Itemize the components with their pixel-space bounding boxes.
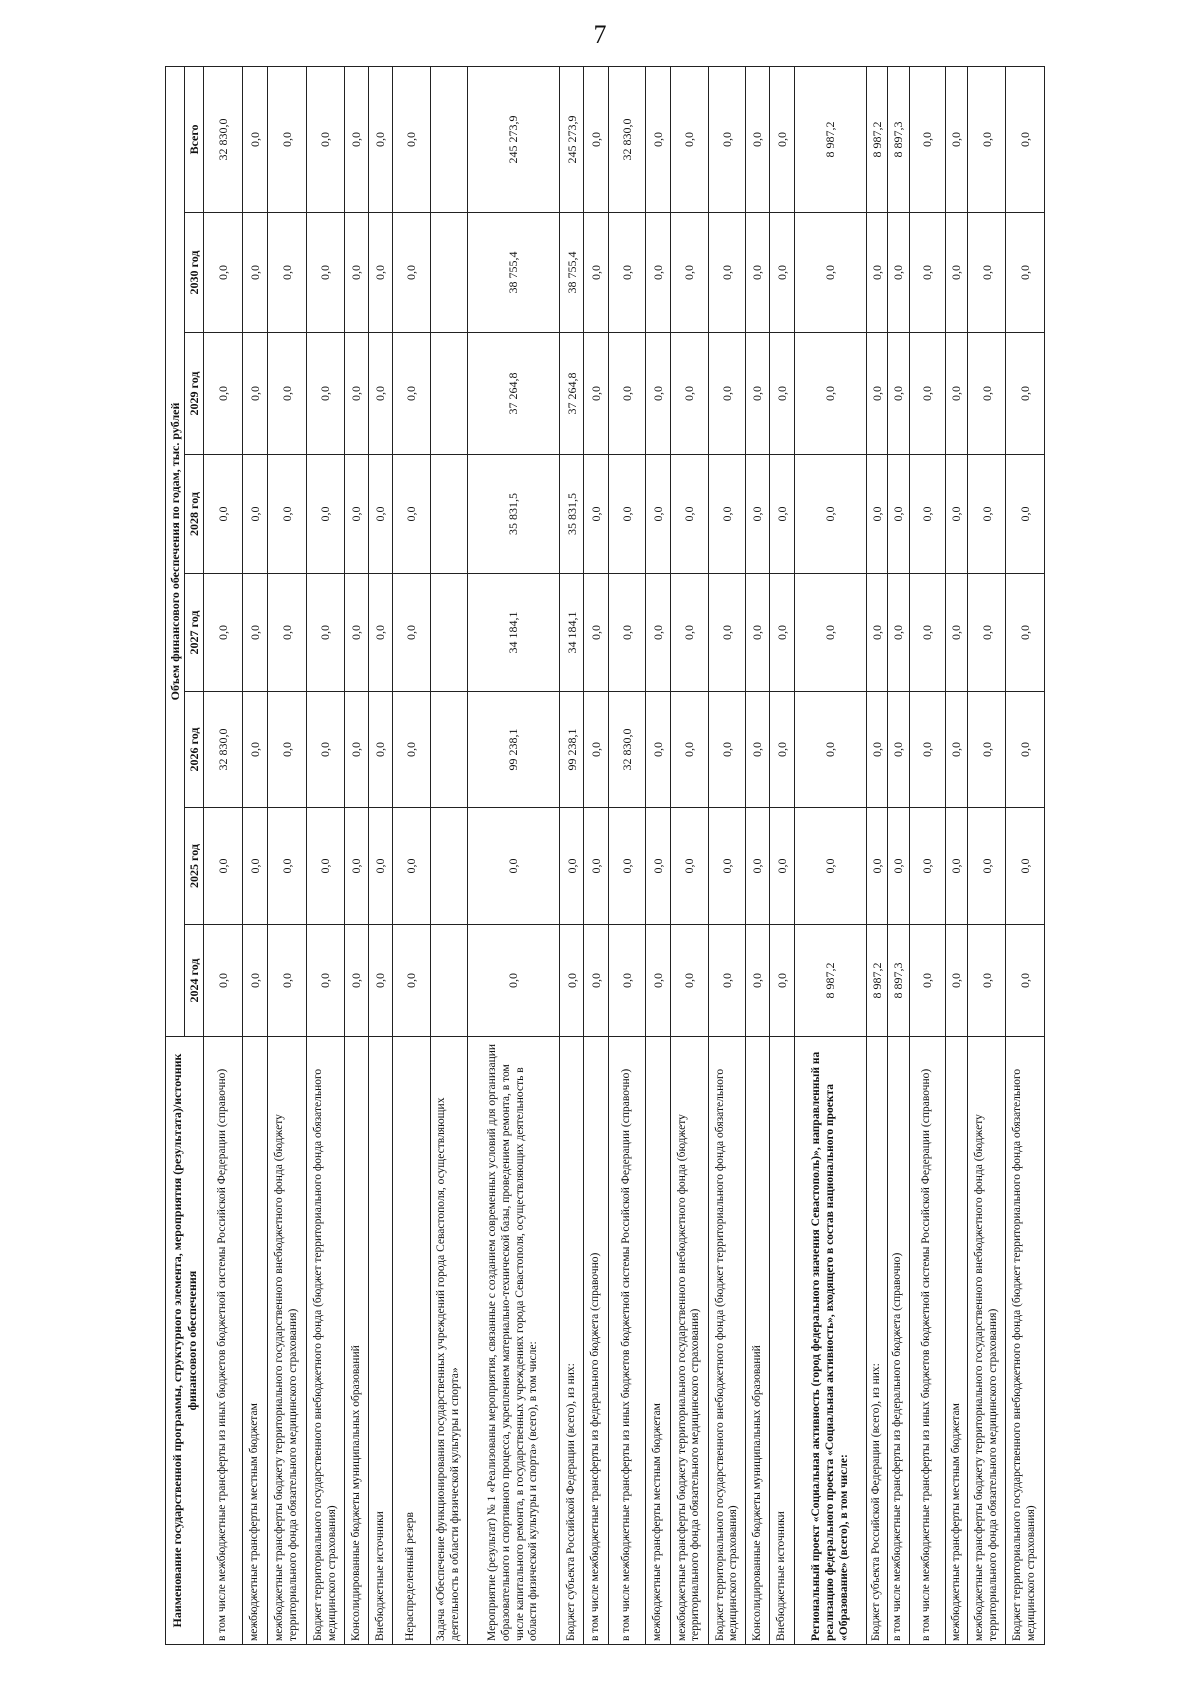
- page-number: 7: [593, 20, 607, 49]
- table-row: [866, 66, 887, 1644]
- row-label: Задача «Обеспечение функционирования государственных учреждений города Севастополя, осуществляющих деятельность в области физической культуры и спорта»: [431, 1037, 468, 1645]
- value-cell: 0,0: [307, 455, 344, 574]
- table-row: [1006, 66, 1045, 1644]
- value-cell: [431, 574, 468, 692]
- value-cell: 0,0: [866, 574, 887, 692]
- value-cell: 0,0: [795, 455, 866, 574]
- row-label: Консолидированные бюджеты муниципальных образований: [746, 1037, 769, 1645]
- header-year-2029: 2029 год: [185, 333, 204, 455]
- table-row: [888, 66, 909, 1644]
- value-cell: 0,0: [888, 574, 909, 692]
- value-cell: 0,0: [1006, 213, 1045, 333]
- value-cell: 0,0: [243, 925, 268, 1037]
- value-cell: 0,0: [670, 333, 708, 455]
- value-cell: 0,0: [746, 455, 769, 574]
- value-cell: 0,0: [369, 692, 392, 808]
- value-cell: 0,0: [968, 66, 1006, 212]
- value-cell: 0,0: [204, 574, 243, 692]
- value-cell: 0,0: [243, 455, 268, 574]
- value-cell: 0,0: [769, 455, 795, 574]
- table-row: [392, 66, 430, 1644]
- value-cell: 0,0: [584, 66, 609, 212]
- header-year-2025: 2025 год: [185, 808, 204, 925]
- value-cell: 0,0: [307, 213, 344, 333]
- value-cell: 0,0: [945, 333, 967, 455]
- value-cell: 0,0: [608, 213, 645, 333]
- value-cell: 0,0: [746, 66, 769, 212]
- value-cell: 0,0: [968, 213, 1006, 333]
- value-cell: 0,0: [204, 333, 243, 455]
- value-cell: 0,0: [646, 925, 671, 1037]
- value-cell: 0,0: [670, 455, 708, 574]
- value-cell: 32 830,0: [204, 66, 243, 212]
- value-cell: 0,0: [709, 925, 746, 1037]
- value-cell: [431, 333, 468, 455]
- header-financing-group: Объем финансового обеспечения по годам, тыс. рублей: [166, 66, 185, 1036]
- value-cell: 0,0: [968, 574, 1006, 692]
- row-label: в том числе межбюджетные трансферты из иных бюджетов бюджетной системы Российской Федерации (справочно): [204, 1037, 243, 1645]
- value-cell: 0,0: [204, 455, 243, 574]
- row-label: Бюджет территориального государственного внебюджетного фонда (бюджет территориального фонда обязательного медицинского страхования): [307, 1037, 344, 1645]
- value-cell: 0,0: [369, 808, 392, 925]
- header-name-column: Наименование государственной программы, структурного элемента, мероприятия (результата)/источник финансового обеспечения: [166, 1037, 204, 1645]
- table-row: [608, 66, 645, 1644]
- value-cell: 0,0: [769, 66, 795, 212]
- value-cell: 0,0: [584, 333, 609, 455]
- value-cell: 0,0: [709, 333, 746, 455]
- value-cell: 0,0: [769, 333, 795, 455]
- value-cell: 0,0: [204, 213, 243, 333]
- value-cell: 8 987,2: [866, 925, 887, 1037]
- row-label: в том числе межбюджетные трансферты из федерального бюджета (справочно): [888, 1037, 909, 1645]
- value-cell: [431, 808, 468, 925]
- row-label: межбюджетные трансферты бюджету территориального государственного внебюджетного фонда (бюджету территориального фонда обязательного медицинского страхования): [968, 1037, 1006, 1645]
- value-cell: [431, 213, 468, 333]
- value-cell: 8 897,3: [888, 925, 909, 1037]
- value-cell: 0,0: [344, 925, 369, 1037]
- row-label: Бюджет территориального государственного внебюджетного фонда (бюджет территориального фонда обязательного медицинского страхования): [1006, 1037, 1045, 1645]
- table-row: [709, 66, 746, 1644]
- value-cell: 0,0: [344, 66, 369, 212]
- value-cell: 0,0: [909, 692, 945, 808]
- header-year-2030: 2030 год: [185, 213, 204, 333]
- header-year-2024: 2024 год: [185, 925, 204, 1037]
- value-cell: 0,0: [608, 455, 645, 574]
- value-cell: 0,0: [344, 574, 369, 692]
- value-cell: 0,0: [945, 213, 967, 333]
- row-label: Внебюджетные источники: [369, 1037, 392, 1645]
- row-label: Региональный проект «Социальная активность (город федерального значения Севастополь)», направленный на реализацию федерального проекта «Социальная активность», входящего в состав национального проекта «Образование» (всего), в том числе:: [795, 1037, 866, 1645]
- value-cell: 0,0: [866, 333, 887, 455]
- value-cell: 0,0: [670, 692, 708, 808]
- value-cell: 35 831,5: [468, 455, 560, 574]
- row-label: Консолидированные бюджеты муниципальных образований: [344, 1037, 369, 1645]
- table-row: [267, 66, 306, 1644]
- value-cell: 0,0: [369, 333, 392, 455]
- value-cell: 0,0: [267, 925, 306, 1037]
- value-cell: 0,0: [746, 333, 769, 455]
- value-cell: 0,0: [795, 808, 866, 925]
- value-cell: 0,0: [584, 925, 609, 1037]
- table-row: [307, 66, 344, 1644]
- table-row: [369, 66, 392, 1644]
- value-cell: 0,0: [769, 213, 795, 333]
- value-cell: 0,0: [746, 574, 769, 692]
- value-cell: 0,0: [909, 808, 945, 925]
- value-cell: [431, 66, 468, 212]
- value-cell: 8 897,3: [888, 66, 909, 212]
- value-cell: 0,0: [795, 692, 866, 808]
- value-cell: 0,0: [670, 808, 708, 925]
- value-cell: 0,0: [584, 574, 609, 692]
- value-cell: 0,0: [584, 455, 609, 574]
- value-cell: 0,0: [968, 455, 1006, 574]
- value-cell: 0,0: [1006, 455, 1045, 574]
- value-cell: 0,0: [307, 925, 344, 1037]
- value-cell: 32 830,0: [608, 692, 645, 808]
- value-cell: 0,0: [866, 808, 887, 925]
- value-cell: 0,0: [344, 213, 369, 333]
- value-cell: 0,0: [909, 333, 945, 455]
- value-cell: 0,0: [369, 925, 392, 1037]
- value-cell: 0,0: [267, 213, 306, 333]
- value-cell: 0,0: [344, 333, 369, 455]
- value-cell: 0,0: [769, 574, 795, 692]
- value-cell: 0,0: [392, 213, 430, 333]
- value-cell: 0,0: [1006, 808, 1045, 925]
- value-cell: 0,0: [709, 574, 746, 692]
- value-cell: 0,0: [344, 808, 369, 925]
- value-cell: 0,0: [795, 213, 866, 333]
- header-year-2028: 2028 год: [185, 455, 204, 574]
- value-cell: 0,0: [267, 808, 306, 925]
- row-label: межбюджетные трансферты бюджету территориального государственного внебюджетного фонда (бюджету территориального фонда обязательного медицинского страхования): [670, 1037, 708, 1645]
- value-cell: 0,0: [945, 692, 967, 808]
- value-cell: 0,0: [909, 213, 945, 333]
- value-cell: 0,0: [608, 333, 645, 455]
- value-cell: 38 755,4: [468, 213, 560, 333]
- value-cell: 0,0: [769, 692, 795, 808]
- value-cell: 245 273,9: [559, 66, 584, 212]
- table-row: [795, 66, 866, 1644]
- value-cell: 0,0: [392, 808, 430, 925]
- value-cell: 0,0: [243, 333, 268, 455]
- value-cell: 0,0: [267, 574, 306, 692]
- value-cell: 34 184,1: [468, 574, 560, 692]
- table-row: [431, 66, 468, 1644]
- table-row: [344, 66, 369, 1644]
- value-cell: 0,0: [888, 455, 909, 574]
- header-total: Всего: [185, 66, 204, 212]
- value-cell: 0,0: [945, 808, 967, 925]
- value-cell: 0,0: [243, 692, 268, 808]
- value-cell: [431, 692, 468, 808]
- value-cell: 0,0: [392, 455, 430, 574]
- value-cell: 38 755,4: [559, 213, 584, 333]
- value-cell: 245 273,9: [468, 66, 560, 212]
- value-cell: 0,0: [909, 925, 945, 1037]
- value-cell: 0,0: [344, 692, 369, 808]
- row-label: межбюджетные трансферты бюджету территориального государственного внебюджетного фонда (бюджету территориального фонда обязательного медицинского страхования): [267, 1037, 306, 1645]
- value-cell: 0,0: [608, 574, 645, 692]
- value-cell: 0,0: [267, 333, 306, 455]
- value-cell: 0,0: [1006, 333, 1045, 455]
- value-cell: 0,0: [866, 455, 887, 574]
- value-cell: 0,0: [369, 455, 392, 574]
- value-cell: 0,0: [646, 333, 671, 455]
- value-cell: 0,0: [392, 574, 430, 692]
- value-cell: 0,0: [1006, 66, 1045, 212]
- value-cell: 0,0: [866, 692, 887, 808]
- table-row: [243, 66, 268, 1644]
- row-label: Бюджет территориального государственного внебюджетного фонда (бюджет территориального фонда обязательного медицинского страхования): [709, 1037, 746, 1645]
- value-cell: 0,0: [243, 574, 268, 692]
- value-cell: 37 264,8: [559, 333, 584, 455]
- value-cell: 0,0: [709, 66, 746, 212]
- value-cell: 0,0: [769, 925, 795, 1037]
- value-cell: 0,0: [307, 66, 344, 212]
- table-row: [746, 66, 769, 1644]
- value-cell: 0,0: [888, 808, 909, 925]
- table-row: [945, 66, 967, 1644]
- row-label: Бюджет субъекта Российской Федерации (всего), из них:: [866, 1037, 887, 1645]
- value-cell: 8 987,2: [795, 925, 866, 1037]
- row-label: Внебюджетные источники: [769, 1037, 795, 1645]
- row-label: Бюджет субъекта Российской Федерации (всего), из них:: [559, 1037, 584, 1645]
- value-cell: 0,0: [909, 455, 945, 574]
- table-row: [646, 66, 671, 1644]
- value-cell: 0,0: [646, 213, 671, 333]
- value-cell: 99 238,1: [559, 692, 584, 808]
- value-cell: 0,0: [746, 213, 769, 333]
- value-cell: 0,0: [670, 574, 708, 692]
- table-row: [909, 66, 945, 1644]
- value-cell: 8 987,2: [795, 66, 866, 212]
- value-cell: 0,0: [646, 808, 671, 925]
- value-cell: 32 830,0: [608, 66, 645, 212]
- value-cell: 0,0: [392, 66, 430, 212]
- table-row: [670, 66, 708, 1644]
- value-cell: 0,0: [559, 808, 584, 925]
- value-cell: 0,0: [468, 808, 560, 925]
- value-cell: 0,0: [307, 574, 344, 692]
- value-cell: 0,0: [866, 213, 887, 333]
- row-label: межбюджетные трансферты местным бюджетам: [243, 1037, 268, 1645]
- header-year-2026: 2026 год: [185, 692, 204, 808]
- value-cell: 0,0: [945, 925, 967, 1037]
- value-cell: 8 987,2: [866, 66, 887, 212]
- value-cell: 0,0: [646, 66, 671, 212]
- value-cell: 0,0: [243, 808, 268, 925]
- value-cell: 0,0: [267, 692, 306, 808]
- value-cell: 0,0: [559, 925, 584, 1037]
- value-cell: 0,0: [670, 213, 708, 333]
- row-label: в том числе межбюджетные трансферты из иных бюджетов бюджетной системы Российской Федерации (справочно): [608, 1037, 645, 1645]
- value-cell: 0,0: [369, 213, 392, 333]
- financing-table: [165, 66, 1045, 1645]
- value-cell: 0,0: [888, 333, 909, 455]
- value-cell: 0,0: [267, 455, 306, 574]
- value-cell: 35 831,5: [559, 455, 584, 574]
- value-cell: 0,0: [584, 692, 609, 808]
- value-cell: 37 264,8: [468, 333, 560, 455]
- table-row: [584, 66, 609, 1644]
- value-cell: 0,0: [968, 808, 1006, 925]
- value-cell: 0,0: [307, 692, 344, 808]
- value-cell: 0,0: [968, 925, 1006, 1037]
- value-cell: 0,0: [243, 66, 268, 212]
- value-cell: 0,0: [888, 213, 909, 333]
- value-cell: 0,0: [746, 692, 769, 808]
- value-cell: 0,0: [468, 925, 560, 1037]
- row-label: в том числе межбюджетные трансферты из федерального бюджета (справочно): [584, 1037, 609, 1645]
- value-cell: 0,0: [1006, 574, 1045, 692]
- value-cell: 0,0: [1006, 925, 1045, 1037]
- value-cell: 0,0: [709, 692, 746, 808]
- value-cell: 0,0: [909, 66, 945, 212]
- value-cell: 0,0: [709, 808, 746, 925]
- value-cell: 0,0: [646, 574, 671, 692]
- header-year-2027: 2027 год: [185, 574, 204, 692]
- value-cell: 0,0: [968, 692, 1006, 808]
- table-body: [204, 66, 1045, 1644]
- value-cell: 0,0: [646, 692, 671, 808]
- value-cell: 0,0: [608, 808, 645, 925]
- value-cell: 0,0: [709, 455, 746, 574]
- value-cell: 0,0: [769, 808, 795, 925]
- value-cell: 0,0: [888, 692, 909, 808]
- value-cell: 0,0: [670, 925, 708, 1037]
- value-cell: 0,0: [646, 455, 671, 574]
- value-cell: 0,0: [945, 574, 967, 692]
- value-cell: 34 184,1: [559, 574, 584, 692]
- value-cell: 0,0: [968, 333, 1006, 455]
- value-cell: 0,0: [392, 333, 430, 455]
- row-label: межбюджетные трансферты местным бюджетам: [646, 1037, 671, 1645]
- value-cell: 0,0: [709, 213, 746, 333]
- value-cell: 0,0: [307, 808, 344, 925]
- value-cell: 99 238,1: [468, 692, 560, 808]
- value-cell: 0,0: [584, 213, 609, 333]
- value-cell: 0,0: [584, 808, 609, 925]
- table-row: [468, 66, 560, 1644]
- value-cell: 0,0: [945, 455, 967, 574]
- table-row: [968, 66, 1006, 1644]
- value-cell: 0,0: [1006, 692, 1045, 808]
- value-cell: 0,0: [945, 66, 967, 212]
- value-cell: 0,0: [909, 574, 945, 692]
- value-cell: 0,0: [608, 925, 645, 1037]
- row-label: межбюджетные трансферты местным бюджетам: [945, 1037, 967, 1645]
- table-row: [204, 66, 243, 1644]
- rotated-table-container: [165, 67, 1045, 1645]
- value-cell: 0,0: [344, 455, 369, 574]
- row-label: Мероприятие (результат) № 1 «Реализованы мероприятия, связанные с созданием современных условий для организации образовательного и спортивного процесса, укреплением материально-технической базы, проведением ремонта, в том числе капитального ремонта, в государственных учреждениях города Севастополя, осуществляющих деятельность в области физической культуры и спорта» (всего), в том числе:: [468, 1037, 560, 1645]
- table-row: [769, 66, 795, 1644]
- value-cell: 0,0: [204, 925, 243, 1037]
- value-cell: 0,0: [243, 213, 268, 333]
- value-cell: 0,0: [204, 808, 243, 925]
- table-row: [559, 66, 584, 1644]
- value-cell: 0,0: [795, 574, 866, 692]
- value-cell: 0,0: [267, 66, 306, 212]
- value-cell: [431, 455, 468, 574]
- row-label: Нераспределенный резерв: [392, 1037, 430, 1645]
- value-cell: 0,0: [392, 692, 430, 808]
- value-cell: 32 830,0: [204, 692, 243, 808]
- value-cell: 0,0: [369, 574, 392, 692]
- value-cell: 0,0: [746, 925, 769, 1037]
- value-cell: [431, 925, 468, 1037]
- value-cell: 0,0: [746, 808, 769, 925]
- value-cell: 0,0: [670, 66, 708, 212]
- value-cell: 0,0: [307, 333, 344, 455]
- value-cell: 0,0: [392, 925, 430, 1037]
- row-label: в том числе межбюджетные трансферты из иных бюджетов бюджетной системы Российской Федерации (справочно): [909, 1037, 945, 1645]
- value-cell: 0,0: [795, 333, 866, 455]
- value-cell: 0,0: [369, 66, 392, 212]
